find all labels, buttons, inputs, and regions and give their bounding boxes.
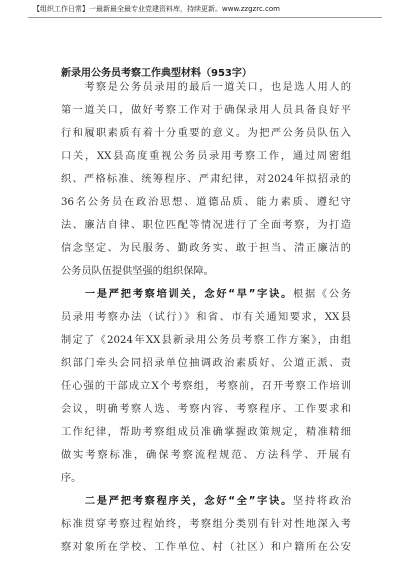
header-divider [28,17,382,18]
paragraph-2-line: 会议，明确考察人选、考察内容、考察程序、工作要求和 [61,404,351,415]
paragraph-2-line: 任心强的干部成立X个考察组，考察前，召开考察工作培训 [61,381,351,392]
paragraph-1-line: 36名公务员在政治思想、道德品质、能力素质、遵纪守 [61,197,351,208]
paragraph-2-line: 根据《公务 [293,289,351,300]
paragraph-1-line: 信念坚定、为民服务、勤政务实、敢于担当、清正廉洁的 [61,243,351,254]
paragraph-1-line: 第一道关口，做好考察工作对于确保录用人员具备良好平 [61,105,351,116]
paragraph-2-lead: 一是严把考察培训关，念好“早”字诀。 [84,289,294,300]
paragraph-1-line: 口关，XX县高度重视公务员录用考察工作，通过周密组 [61,151,351,162]
paragraph-1-line: 考察是公务员录用的最后一道关口，也是选人用人的 [61,82,351,93]
document-title: 新录用公务员考察工作典型材料（953字） [61,68,252,79]
paragraph-2-line: 员录用考察办法（试行）》和省、市有关通知要求，XX县 [61,312,351,323]
paragraph-2-line: 制定了《2024年XX县新录用公务员考察工作方案》，由组 [61,335,351,346]
paragraph-1-line: 公务员队伍提供坚强的组织保障。 [61,266,214,277]
paragraph-2-line: 序。 [61,473,82,484]
paragraph-2-first-line [61,283,351,306]
paragraph-3-lead: 二是严把考察程序关，念好“全”字诀。 [84,496,294,507]
document-header: 【组织工作日常】一最新最全最专业党建资料库，持续更新。www.zzgzrc.com [33,5,280,13]
paragraph-3-line: 察对象所在学校、工作单位、村（社区）和户籍所在公安 [61,542,351,553]
paragraph-2-line: 做实考察标准，确保考察流程规范、方法科学、开展有 [61,450,351,461]
paragraph-1-line: 行和履职素质有着十分重要的意义。为把严公务员队伍入 [61,128,351,139]
paragraph-3-line: 坚持将政治 [293,496,351,507]
paragraph-3-line: 标准贯穿考察过程始终，考察组分类别有针对性地深入考 [61,519,351,530]
paragraph-2-line: 工作纪律，帮助考察组成员准确掌握政策规定，精准精细 [61,427,351,438]
paragraph-1-line: 法、廉洁自律、职位匹配等情况进行了全面考察，为打造 [61,220,351,231]
paragraph-3-first-line [61,490,351,513]
paragraph-1-line: 织、严格标准、统筹程序、严肃纪律，对2024年拟招录的 [61,174,351,185]
paragraph-2-line: 织部门牵头会同招录单位抽调政治素质好、公道正派、责 [61,358,351,369]
document-body [61,76,351,559]
